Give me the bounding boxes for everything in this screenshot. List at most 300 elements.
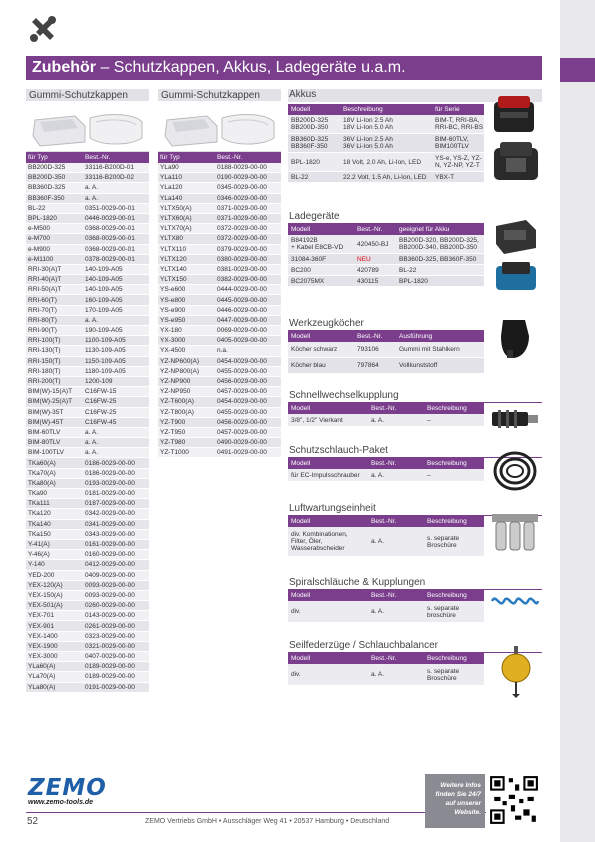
description-line: 36V Li-Ion 5.0 Ah (343, 143, 393, 150)
description-cell (340, 159, 432, 166)
model-cell: YLa60(A) (28, 663, 56, 671)
description-line: 18V Li-Ion 2.5 Ah (343, 117, 393, 124)
model-cell (288, 117, 340, 131)
table-row (26, 418, 149, 428)
model-line: div. (291, 671, 301, 678)
table-row (26, 265, 149, 275)
table-row (26, 530, 149, 540)
description-line: 22.2 Volt, 1.5 Ah, Li-Ion, LED (343, 173, 427, 181)
model-cell: BIM-80TLV (28, 439, 61, 447)
model-cell: YLa90 (160, 164, 179, 172)
model-cell: YS-e950 (160, 316, 186, 324)
model-cell: BIM-100TLV (28, 449, 65, 457)
order-number-cell: 190-109-A05 (85, 327, 123, 335)
balancer-image (492, 644, 540, 700)
order-number-cell: 0368-0029-00-01 (85, 235, 135, 243)
header-modell: Modell (291, 106, 311, 113)
header-beschreibung: Beschreibung (427, 518, 467, 525)
lade-header (288, 224, 484, 235)
model-cell: BB200D-350 (28, 174, 66, 182)
qr-code[interactable] (488, 774, 540, 826)
description-line: Broschüre (427, 674, 457, 682)
model-cell: YLa80(A) (28, 683, 56, 691)
model-cell (288, 267, 354, 274)
model-cell: BPL-1820 (28, 215, 57, 223)
order-number-cell: 0456-0029-00-00 (217, 418, 267, 426)
model-line: + Kabel E8CB-VD (291, 244, 344, 251)
model-line: BC2075MX (291, 277, 325, 285)
table-row (158, 387, 281, 397)
order-number-cell: 0372-0029-00-00 (217, 235, 267, 243)
header-beschreibung: Beschreibung (427, 655, 467, 662)
table-row (26, 683, 149, 693)
model-cell: BB200D-325 (28, 164, 66, 172)
model-line: div. (291, 608, 301, 615)
model-cell: YLTX80 (160, 235, 184, 243)
table-row (158, 377, 281, 387)
table-row (158, 397, 281, 407)
model-cell: YZ-T900 (160, 418, 186, 426)
header-nr: Best.-Nr. (357, 226, 383, 233)
description-cell (424, 535, 484, 549)
order-number-cell: 0346-0029-00-00 (217, 194, 267, 202)
koecher-section (288, 318, 484, 374)
new-badge: NEU (357, 255, 371, 263)
table-row (158, 428, 281, 438)
description-cell (424, 668, 484, 682)
table-row (26, 357, 149, 367)
model-cell: YZ-T980 (160, 439, 186, 447)
website-url[interactable]: www.zemo-tools.de (28, 799, 94, 806)
model-cell: RRI-70(T) (28, 306, 57, 314)
table-row (26, 255, 149, 265)
order-number-cell: 0382-0029-00-00 (217, 276, 267, 284)
table-row (26, 672, 149, 682)
header-nr: Best.-Nr. (371, 405, 397, 412)
order-number-cell: 0447-0029-00-00 (217, 316, 267, 324)
header-modell: Modell (291, 405, 311, 412)
order-number-cell: 0323-0029-00-00 (85, 632, 135, 640)
table-row (26, 499, 149, 509)
table-row (26, 245, 149, 255)
order-number-cell: 0189-0029-00-00 (85, 673, 135, 681)
order-number-cell: a. A. (85, 184, 99, 192)
order-number-cell: 0490-0029-00-00 (217, 439, 267, 447)
model-cell (288, 608, 368, 615)
header-nr: Best.-Nr. (85, 154, 111, 161)
model-line: BPL-1820 (291, 158, 320, 166)
order-number-cell: 0190-0029-00-00 (217, 174, 267, 182)
model-cell: YEX-501(A) (28, 602, 63, 610)
header-nr: Best.-Nr. (371, 518, 397, 525)
charger-image (492, 216, 540, 256)
table-row (158, 357, 281, 367)
order-number-cell: n.a. (217, 347, 228, 355)
model-cell: TKa90 (28, 490, 48, 498)
order-number-cell: 0378-0029-00-01 (85, 255, 135, 263)
info-line: auf unserer (445, 800, 481, 807)
table-row (158, 255, 281, 265)
hose-image (490, 448, 540, 494)
model-cell: RRI-150(T) (28, 357, 61, 365)
table-row (288, 153, 484, 172)
akkus-title: Akkus (288, 89, 542, 102)
spiral-header (288, 590, 484, 601)
page-title (26, 56, 542, 80)
model-cell: RRI-180(T) (28, 367, 61, 375)
table-row (288, 235, 484, 254)
order-number-cell: 0455-0029-00-00 (217, 367, 267, 375)
caps-title-1: Gummi-Schutzkappen (26, 89, 149, 102)
table-row (26, 642, 149, 652)
description-line: 18 Volt, 2.0 Ah, Li-Ion, LED (343, 158, 422, 166)
model-cell: RRI-40(A)T (28, 276, 62, 284)
order-number-cell: 1150-109-A05 (85, 357, 126, 365)
table-row (26, 469, 149, 479)
table-row (26, 662, 149, 672)
table-row (26, 438, 149, 448)
battery-fit-cell (396, 256, 484, 263)
order-number-cell: 0188-0029-00-00 (217, 164, 267, 172)
order-number-cell: 0412-0029-00-00 (85, 561, 135, 569)
table-row (26, 224, 149, 234)
table-row (26, 520, 149, 530)
table-row (26, 560, 149, 570)
model-cell (288, 174, 340, 181)
table-row (288, 664, 484, 686)
model-line: div. Kombinationen, (291, 531, 348, 538)
luft-header (288, 516, 484, 527)
table-row (288, 172, 484, 183)
order-number-cell: 0191-0029-00-00 (85, 683, 135, 691)
caps-header-2 (158, 152, 281, 163)
model-cell: BIM(W)-35T (28, 408, 64, 416)
table-row (288, 276, 484, 287)
order-number-cell: C16FW-45 (85, 418, 117, 426)
description-cell (340, 117, 432, 131)
fit-line: BB200D-320, BB200D-325, (399, 237, 479, 244)
company-address: ZEMO Vertriebs GmbH • Ausschläger Weg 41 • 20537 Hamburg • Deutschland (145, 818, 390, 825)
table-row (26, 204, 149, 214)
order-number-cell: 0379-0029-00-00 (217, 245, 267, 253)
order-number-cell: a. A. (371, 416, 385, 424)
order-number-cell: 1130-109-A05 (85, 347, 126, 355)
order-number-cell: 0409-0029-00-00 (85, 571, 135, 579)
model-cell: BIM(W)-45T (28, 418, 64, 426)
model-cell: YEX-1900 (28, 642, 58, 650)
description-cell (340, 136, 432, 150)
info-line: Website. (454, 809, 481, 816)
table-row (288, 115, 484, 134)
variant-cell: Vollkunststoff (399, 362, 438, 369)
header-nr: Best.-Nr. (371, 655, 397, 662)
model-line: B84192B (291, 237, 318, 244)
model-cell: YEX-901 (28, 622, 55, 630)
table-row (26, 550, 149, 560)
model-cell: YLa70(A) (28, 673, 56, 681)
holster-image (495, 316, 535, 362)
order-number-cell: 33116-B200D-01 (85, 164, 135, 172)
title-rest: – Schutzkappen, Akkus, Ladegeräte u.a.m. (96, 59, 406, 76)
model-cell (288, 237, 354, 251)
header-beschreibung: Beschreibung (427, 460, 467, 467)
header-modell: Modell (291, 460, 311, 467)
model-cell: TKa80(A) (28, 479, 56, 487)
tools-icon (28, 14, 58, 44)
header-nr: Best.-Nr. (217, 154, 243, 161)
model-line: BB200D-350 (291, 124, 329, 131)
order-number-cell: a. A. (85, 194, 99, 202)
order-number-cell: 0093-0029-00-00 (85, 581, 135, 589)
series-line: BIM-T, RRI-BA, (435, 117, 480, 124)
model-cell: YLTX140 (160, 265, 187, 273)
model-cell: YX-4500 (160, 347, 186, 355)
table-row (158, 214, 281, 224)
model-cell: Y-46(A) (28, 551, 50, 559)
model-cell: TKa70(A) (28, 469, 56, 477)
model-cell: YLa120 (160, 184, 183, 192)
model-cell: YZ-T800(A) (160, 408, 194, 416)
model-line: BC200 (291, 266, 311, 274)
model-line: 31084-360F (291, 255, 327, 263)
order-number-cell: 140-109-A05 (85, 286, 123, 294)
table-row (158, 265, 281, 275)
order-number-cell: a. A. (85, 449, 99, 457)
order-number-cell: 420789 (357, 266, 379, 274)
order-number-cell: 0368-0029-00-01 (85, 225, 135, 233)
description-cell (424, 605, 484, 619)
model-cell (288, 256, 354, 263)
charger-image (492, 140, 540, 184)
model-cell: BB360D-325 (28, 184, 66, 192)
model-cell: YS-e600 (160, 286, 186, 294)
battery-image (490, 92, 540, 136)
order-number-cell: a. A. (371, 538, 385, 545)
fit-line: BL-22 (399, 266, 417, 274)
header-ausfuehrung: Ausführung (399, 333, 433, 340)
model-line: BB200D-325 (291, 117, 329, 124)
order-number-cell: 0260-0029-00-00 (85, 602, 135, 610)
model-line: BB360F-350 (291, 143, 328, 150)
table-row (158, 224, 281, 234)
series-cell (432, 117, 484, 131)
model-cell: Köcher blau (291, 362, 326, 369)
info-box (425, 774, 485, 828)
series-line: BIM-60TLV, (435, 136, 469, 143)
model-cell (288, 159, 340, 166)
model-cell: YLTX60(A) (160, 215, 192, 223)
order-number-cell: 0456-0029-00-00 (217, 378, 267, 386)
table-row (26, 326, 149, 336)
table-row (158, 234, 281, 244)
order-number-cell: 0187-0029-00-00 (85, 500, 135, 508)
model-cell: RRI-80(T) (28, 316, 57, 324)
battery-fit-cell (396, 267, 484, 274)
model-cell: YLTX110 (160, 245, 187, 253)
model-cell: YEX-701 (28, 612, 55, 620)
model-cell: RRI-100(T) (28, 337, 61, 345)
model-cell: Y-41(A) (28, 541, 50, 549)
series-cell (432, 155, 484, 169)
model-cell (288, 136, 340, 150)
table-row (288, 527, 484, 557)
table-row (26, 163, 149, 173)
table-row (26, 428, 149, 438)
koecher-header (288, 331, 484, 342)
order-number-cell: 0444-0029-00-00 (217, 286, 267, 294)
model-cell: YS-e800 (160, 296, 186, 304)
order-number-cell: 0457-0029-00-00 (217, 428, 267, 436)
model-cell (288, 531, 368, 552)
spiral-hose-image (488, 585, 540, 615)
akkus-header (288, 104, 484, 115)
order-number-cell: 0446-0029-00-01 (85, 215, 135, 223)
order-number-cell: 0491-0029-00-00 (217, 449, 267, 457)
model-cell: YLTX70(A) (160, 225, 192, 233)
header-beschreibung: Beschreibung (427, 405, 467, 412)
series-cell (432, 174, 484, 181)
table-row (288, 358, 484, 374)
coupling-image (488, 400, 540, 436)
table-row (26, 295, 149, 305)
model-cell: YLTX120 (160, 255, 187, 263)
table-row (26, 367, 149, 377)
header-modell: Modell (291, 518, 311, 525)
table-row (288, 265, 484, 276)
series-cell (432, 136, 484, 150)
variant-cell: Gummi mit Stahlkern (399, 346, 460, 353)
table-row (158, 438, 281, 448)
table-row (158, 408, 281, 418)
table-row (26, 489, 149, 499)
order-number-cell: 0405-0029-00-00 (217, 337, 267, 345)
model-cell: RRI-90(T) (28, 327, 57, 335)
order-number-cell: 33116-B200D-02 (85, 174, 135, 182)
model-cell: YZ-T600(A) (160, 398, 194, 406)
order-number-cell: 0345-0029-00-00 (217, 184, 267, 192)
caps-image (158, 102, 281, 152)
feder-header (288, 653, 484, 664)
description-line: 36V Li-Ion 2.5 Ah (343, 136, 393, 143)
table-row (26, 387, 149, 397)
model-cell: BB360F-350 (28, 194, 65, 202)
series-line: N, YZ-NP, YZ-T (435, 162, 480, 169)
order-number-cell: a. A. (371, 471, 385, 479)
order-number-cell: 0193-0029-00-00 (85, 479, 135, 487)
table-row (26, 632, 149, 642)
model-cell: RRI-60(T) (28, 296, 57, 304)
charger-image (492, 258, 540, 294)
model-cell: Y-140 (28, 561, 45, 569)
air-unit-image (490, 508, 540, 558)
table-row (288, 469, 484, 482)
model-cell: YLa110 (160, 174, 182, 182)
order-number-cell: 140-109-A05 (85, 276, 123, 284)
table-row (26, 408, 149, 418)
model-cell: TKa120 (28, 510, 51, 518)
table-row (26, 234, 149, 244)
table-row (26, 540, 149, 550)
order-number-cell: 0446-0029-00-00 (217, 306, 267, 314)
model-cell: YLTX150 (160, 276, 187, 284)
model-cell: YED-200 (28, 571, 55, 579)
description-cell (340, 174, 432, 181)
table-row (158, 173, 281, 183)
table-row (26, 479, 149, 489)
order-number-cell: 0186-0029-00-00 (85, 459, 135, 467)
header-beschreibung: Beschreibung (427, 592, 467, 599)
order-number-cell: 0445-0029-00-00 (217, 296, 267, 304)
order-number-cell: 1100-109-A05 (85, 337, 126, 345)
order-number-cell: 0343-0029-00-00 (85, 530, 135, 538)
model-line: Wasserabscheider (291, 545, 345, 552)
description-line: s. separate (427, 534, 460, 542)
table-row (288, 342, 484, 358)
caps-title-2: Gummi-Schutzkappen (158, 89, 281, 102)
description-line: 18V Li-Ion 5.0 Ah (343, 124, 393, 131)
order-number-cell: 170-109-A05 (85, 306, 123, 314)
model-cell: Köcher schwarz (291, 346, 338, 353)
page-number: 52 (27, 816, 39, 827)
table-row (158, 418, 281, 428)
header-akku: geeignet für Akku (399, 226, 450, 233)
order-number-cell: 1180-109-A05 (85, 367, 126, 375)
luft-title: Luftwartungseinheit (288, 503, 542, 516)
order-number-cell: 430115 (357, 277, 379, 285)
table-row (288, 134, 484, 153)
table-row (26, 183, 149, 193)
table-row (158, 316, 281, 326)
fit-line: BB200D-340, BB200D-350 (399, 244, 478, 251)
header-beschreibung: Beschreibung (343, 106, 383, 113)
description-line: broschüre (427, 611, 456, 619)
table-row (158, 346, 281, 356)
spiral-title: Spiralschläuche & Kupplungen (288, 577, 542, 590)
model-cell: YX-3000 (160, 337, 186, 345)
battery-fit-cell (396, 237, 484, 251)
model-cell: BIM(W)-25(A)T (28, 398, 73, 406)
model-cell: YZ-NP800(A) (160, 367, 200, 375)
table-row (26, 397, 149, 407)
order-number-cell: C16FW-25 (85, 398, 117, 406)
model-cell: BIM-60TLV (28, 428, 61, 436)
order-number-cell: a. A. (85, 316, 99, 324)
order-number-cell: 0368-0029-00-01 (85, 245, 135, 253)
header-serie: für Serie (435, 106, 460, 113)
order-number-cell: 1200-109 (85, 378, 113, 386)
info-line: Weitere Infos (440, 782, 481, 789)
table-row (158, 275, 281, 285)
order-number-cell: 0093-0029-00-00 (85, 591, 135, 599)
model-cell: RRI-130(T) (28, 347, 61, 355)
footer-divider (26, 812, 486, 813)
feder-title: Seilfederzüge / Schlauchbalancer (288, 640, 542, 653)
model-cell: BL-22 (28, 204, 46, 212)
table-row (288, 414, 484, 427)
caps-table-2 (158, 89, 281, 458)
model-line: Filter, Öler, (291, 538, 323, 545)
order-number-cell: 0381-0029-00-00 (217, 265, 267, 273)
order-number-cell: 160-109-A05 (85, 296, 123, 304)
table-row (26, 377, 149, 387)
model-cell: YX-180 (160, 327, 182, 335)
series-line: BIM100TLV (435, 143, 469, 150)
order-number-cell: 0351-0029-00-01 (85, 204, 135, 212)
order-number-cell: 0181-0029-00-00 (85, 490, 135, 498)
description-cell: – (427, 416, 431, 424)
brand-name: ZEMO (28, 775, 107, 801)
lade-title: Ladegeräte (288, 211, 484, 224)
